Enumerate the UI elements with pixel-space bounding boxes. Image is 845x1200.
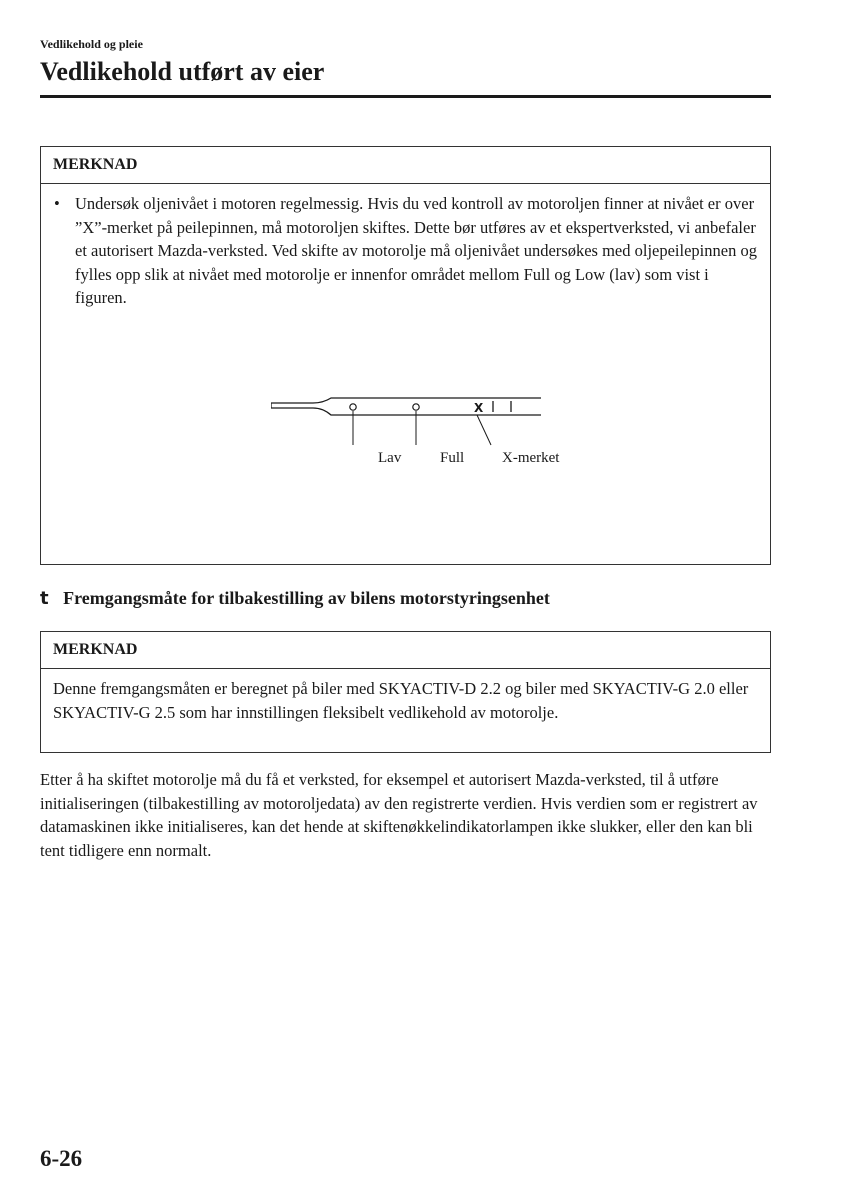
note-heading: MERKNAD — [41, 632, 770, 669]
note-body — [41, 184, 770, 310]
dipstick-diagram — [271, 387, 571, 477]
note-box-oil-level — [40, 146, 771, 565]
low-mark — [350, 404, 356, 410]
bullet-text: Undersøk oljenivået i motoren regelmessig. Hvis du ved kontroll av motoroljen finner at nivået er over ”X”-merket på peilepinnen, må motoroljen skiftes. Dette bør utføres av et ekspertverksted, vi anbefaler et autorisert Mazda-verksted. Ved skifte av motorolje må oljenivået undersøkes med oljepeilepinnen og fylles opp slik at nivået med motorolje er innenfor området mellom Full og Low (lav) som vist i figuren. — [75, 194, 757, 307]
bullet-dot: • — [54, 194, 60, 213]
dipstick-handle — [271, 398, 541, 403]
dipstick-handle-lower — [271, 408, 541, 415]
full-mark — [413, 404, 419, 410]
page-title: Vedlikehold utført av eier — [40, 57, 325, 86]
subsection-title: Fremgangsmåte for tilbakestilling av bilens motorstyringsenhet — [63, 588, 550, 608]
subsection-heading — [40, 588, 550, 609]
section-label: Vedlikehold og pleie — [40, 37, 143, 51]
page-number: 6-26 — [40, 1146, 83, 1171]
bullet-item — [53, 192, 758, 310]
label-full: Full — [440, 450, 465, 466]
label-low: Lav — [378, 450, 402, 466]
note-box-skyactiv — [40, 631, 771, 753]
label-x-mark: X-merket — [502, 450, 560, 466]
leader-x — [477, 415, 491, 445]
title-rule — [40, 95, 771, 98]
body-paragraph: Etter å ha skiftet motorolje må du få et verksted, for eksempel et autorisert Mazda-verksted, til å utføre initialiseringen (tilbakestilling av motoroljedata) av den registrerte verdien. Hvis verdien som er registrert av datamaskinen ikke initialiseres, kan det hende at skiftenøkkelindikatorlampen ikke slukker, eller den kan bli tent tidligere enn normalt. — [40, 770, 758, 860]
note-body: Denne fremgangsmåten er beregnet på biler med SKYACTIV-D 2.2 og biler med SKYACTIV-G 2.0 eller SKYACTIV-G 2.5 som har innstillingen fleksibelt vedlikehold av motorolje. — [53, 679, 749, 722]
subsection-marker: t — [40, 588, 49, 609]
x-mark: X — [474, 401, 484, 415]
note-heading: MERKNAD — [41, 147, 770, 184]
